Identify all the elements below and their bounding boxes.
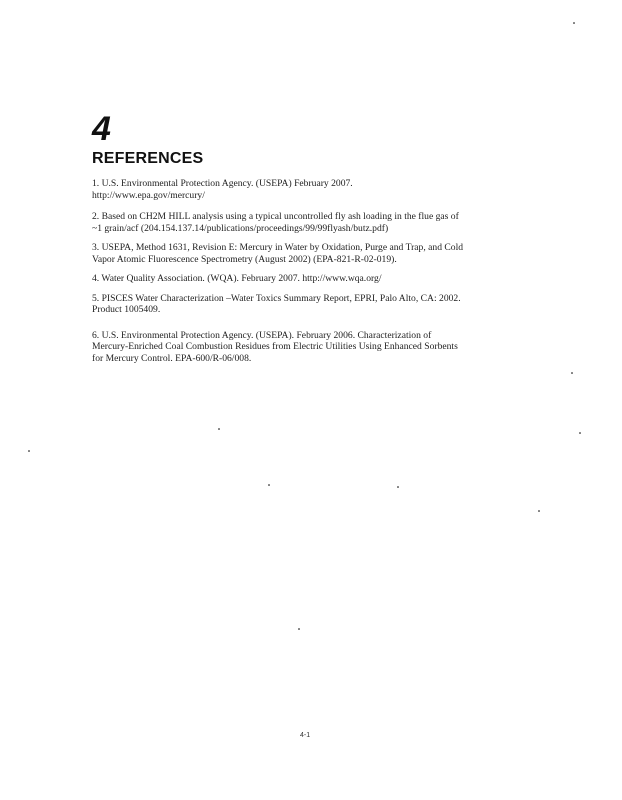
reference-item-5: 5. PISCES Water Characterization –Water Toxics Summary Report, EPRI, Palo Alto, CA: 2002. Product 1005409. [92, 292, 461, 315]
reference-item-2: 2. Based on CH2M HILL analysis using a typical uncontrolled fly ash loading in the flue gas of ~1 grain/acf (204.154.137.14/publications/proceedings/99/99flyash/butz.pdf) [92, 211, 459, 234]
scan-speck [571, 372, 573, 374]
reference-item-1: 1. U.S. Environmental Protection Agency. (USEPA) February 2007. http://www.epa.gov/mercury/ [92, 178, 353, 201]
scan-speck [218, 428, 220, 430]
reference-list [92, 178, 532, 374]
reference-item-4: 4. Water Quality Association. (WQA). February 2007. http://www.wqa.org/ [92, 273, 382, 284]
scan-speck [538, 510, 540, 512]
scan-speck [397, 486, 399, 488]
scan-speck [573, 22, 575, 24]
scan-speck [28, 450, 30, 452]
scan-speck [579, 432, 581, 434]
chapter-number: 4 [92, 110, 111, 148]
scan-speck [268, 484, 270, 486]
reference-item-6: 6. U.S. Environmental Protection Agency. (USEPA). February 2006. Characterization of Mercury-Enriched Coal Combustion Residues from Electric Utilities Using Enhanced Sorbents for Mercury Control. EPA-600/R-06/008. [92, 329, 458, 364]
page-number: 4-1 [300, 732, 311, 739]
scan-speck [298, 628, 300, 630]
reference-item-3: 3. USEPA, Method 1631, Revision E: Mercury in Water by Oxidation, Purge and Trap, and Cold Vapor Atomic Fluorescence Spectrometry (August 2002) (EPA-821-R-02-019). [92, 242, 464, 265]
chapter-title: REFERENCES [92, 150, 204, 167]
